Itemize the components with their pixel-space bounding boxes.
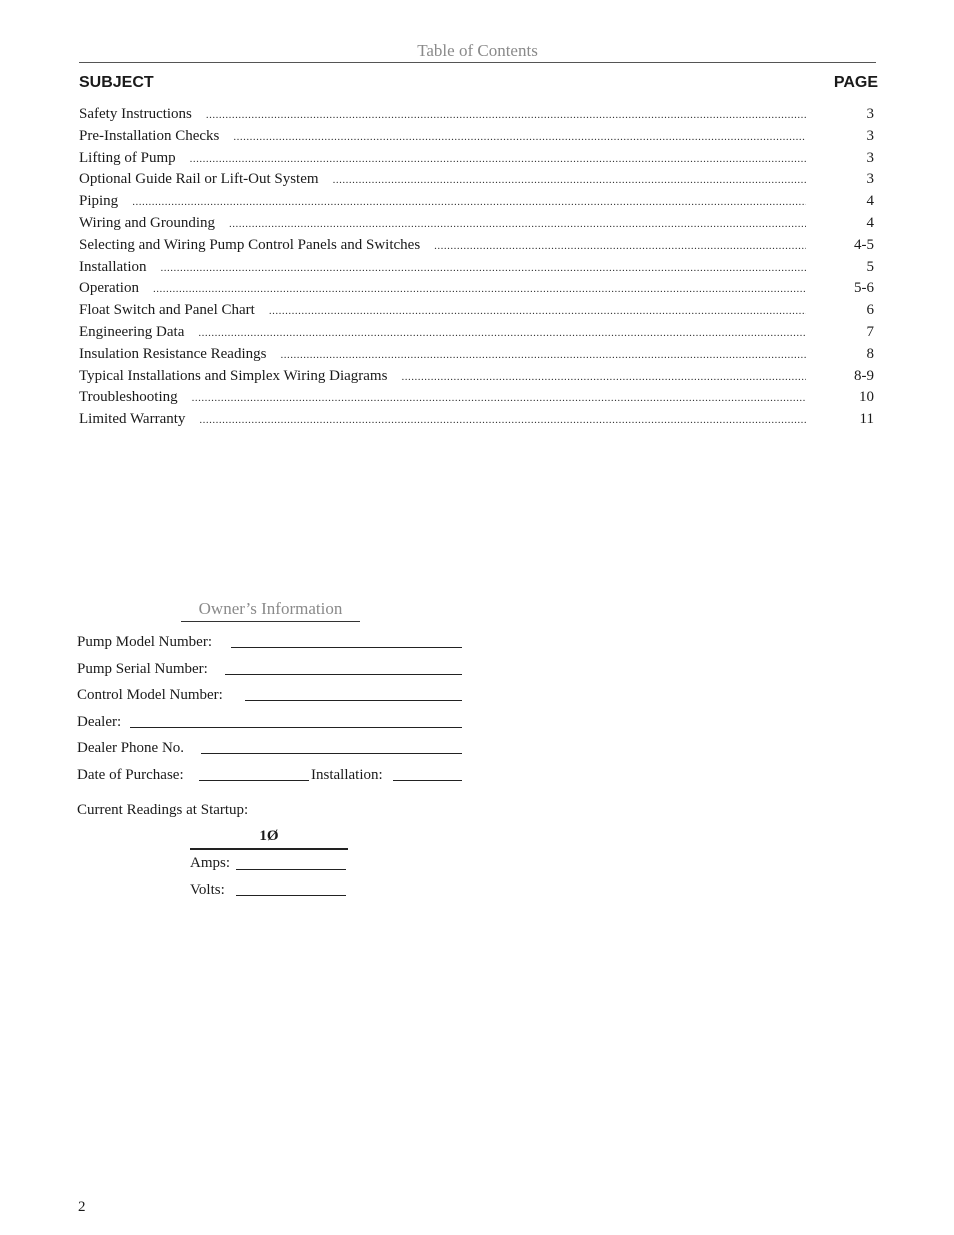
toc-leader-dots — [401, 367, 806, 389]
toc-entry-subject: Float Switch and Panel Chart — [79, 302, 255, 319]
amps-label: Amps: — [190, 855, 231, 871]
pump-serial-label: Pump Serial Number: — [77, 661, 208, 677]
toc-entry-page: 4 — [866, 214, 874, 231]
toc-entry-subject: Typical Installations and Simplex Wiring Diagrams — [79, 367, 388, 384]
toc-entry-subject: Pre-Installation Checks — [79, 127, 220, 144]
toc-entry[interactable] — [79, 191, 874, 213]
owner-info-title: Owner’s Information — [198, 599, 343, 618]
toc-entry[interactable] — [79, 278, 874, 300]
toc-entry-page: 10 — [859, 389, 874, 406]
toc-entry-page: 7 — [866, 323, 874, 340]
control-model-label: Control Model Number: — [77, 687, 223, 703]
single-phase-rule — [190, 848, 348, 850]
amps-field[interactable] — [236, 869, 346, 870]
toc-entry-subject: Lifting of Pump — [79, 149, 176, 166]
single-phase-header: 1Ø — [259, 828, 279, 844]
owner-info-title-rule — [181, 621, 360, 622]
toc-entry[interactable] — [79, 169, 874, 191]
toc-subject-header: SUBJECT — [79, 74, 154, 91]
volts-label: Volts: — [190, 882, 225, 898]
dealer-label: Dealer: — [77, 714, 122, 730]
toc-entry-page: 5 — [866, 258, 874, 275]
toc-entry-subject: Safety Instructions — [79, 106, 192, 122]
toc-leader-dots — [161, 258, 807, 280]
current-readings-label: Current Readings at Startup: — [77, 802, 249, 818]
toc-entry-page: 8 — [866, 345, 874, 362]
toc-leader-dots — [206, 105, 806, 127]
toc-entry-subject: Piping — [79, 193, 119, 210]
control-model-field[interactable] — [245, 700, 462, 701]
volts-field[interactable] — [236, 895, 346, 896]
toc-entry-subject: Operation — [79, 280, 139, 297]
date-of-purchase-field[interactable] — [199, 780, 309, 781]
toc-leader-dots — [233, 127, 806, 149]
toc-entry-subject: Wiring and Grounding — [79, 214, 216, 231]
toc-entry[interactable] — [79, 322, 874, 344]
toc-entry[interactable] — [79, 387, 874, 409]
toc-entry-page: 5-6 — [854, 280, 874, 297]
toc-leader-dots — [229, 214, 806, 236]
installation-label: Installation: — [311, 767, 383, 783]
toc-title-rule — [79, 62, 876, 63]
toc-entry-page: 11 — [859, 411, 874, 428]
toc-entry-page: 3 — [866, 149, 874, 166]
toc-entry-page: 8-9 — [854, 367, 874, 384]
dealer-phone-label: Dealer Phone No. — [77, 740, 185, 756]
toc-leader-dots — [153, 279, 806, 301]
toc-entry-subject: Optional Guide Rail or Lift-Out System — [79, 171, 319, 188]
toc-leader-dots — [198, 323, 806, 345]
dealer-phone-field[interactable] — [201, 753, 462, 754]
toc-leader-dots — [269, 301, 806, 323]
toc-leader-dots — [280, 345, 806, 367]
toc-leader-dots — [132, 192, 806, 214]
toc-entry[interactable] — [79, 344, 874, 366]
toc-entry[interactable] — [79, 409, 874, 431]
toc-entry[interactable] — [79, 126, 874, 148]
toc-leader-dots — [434, 236, 806, 258]
page-number: 2 — [78, 1199, 86, 1215]
toc-entry[interactable] — [79, 257, 874, 279]
toc-entry-page: 3 — [866, 106, 874, 122]
pump-serial-field[interactable] — [225, 674, 462, 675]
toc-page-header: PAGE — [833, 74, 878, 91]
toc-leader-dots — [192, 388, 806, 410]
toc-entry-subject: Troubleshooting — [79, 389, 178, 406]
toc-entry-subject: Selecting and Wiring Pump Control Panels and Switches — [79, 236, 421, 253]
toc-entry[interactable] — [79, 148, 874, 170]
toc-entry-page: 3 — [866, 171, 874, 188]
toc-entry-page: 3 — [866, 127, 874, 144]
pump-model-label: Pump Model Number: — [77, 634, 212, 650]
toc-entry[interactable] — [79, 213, 874, 235]
toc-entry[interactable] — [79, 300, 874, 322]
pump-model-field[interactable] — [231, 647, 462, 648]
date-of-purchase-label: Date of Purchase: — [77, 767, 184, 783]
toc-list — [79, 104, 874, 431]
toc-leader-dots — [333, 170, 806, 192]
toc-entry-subject: Engineering Data — [79, 323, 185, 340]
toc-entry-subject: Insulation Resistance Readings — [79, 345, 267, 362]
toc-entry-page: 6 — [866, 302, 874, 319]
toc-entry[interactable] — [79, 235, 874, 257]
toc-entry-page: 4 — [866, 193, 874, 210]
toc-entry[interactable] — [79, 104, 874, 126]
toc-entry[interactable] — [79, 366, 874, 388]
toc-leader-dots — [190, 149, 806, 171]
toc-leader-dots — [199, 410, 806, 432]
toc-entry-subject: Limited Warranty — [79, 411, 186, 428]
dealer-field[interactable] — [130, 727, 462, 728]
installation-field[interactable] — [393, 780, 462, 781]
toc-title: Table of Contents — [417, 41, 538, 60]
toc-entry-page: 4-5 — [854, 236, 874, 253]
toc-entry-subject: Installation — [79, 258, 147, 275]
